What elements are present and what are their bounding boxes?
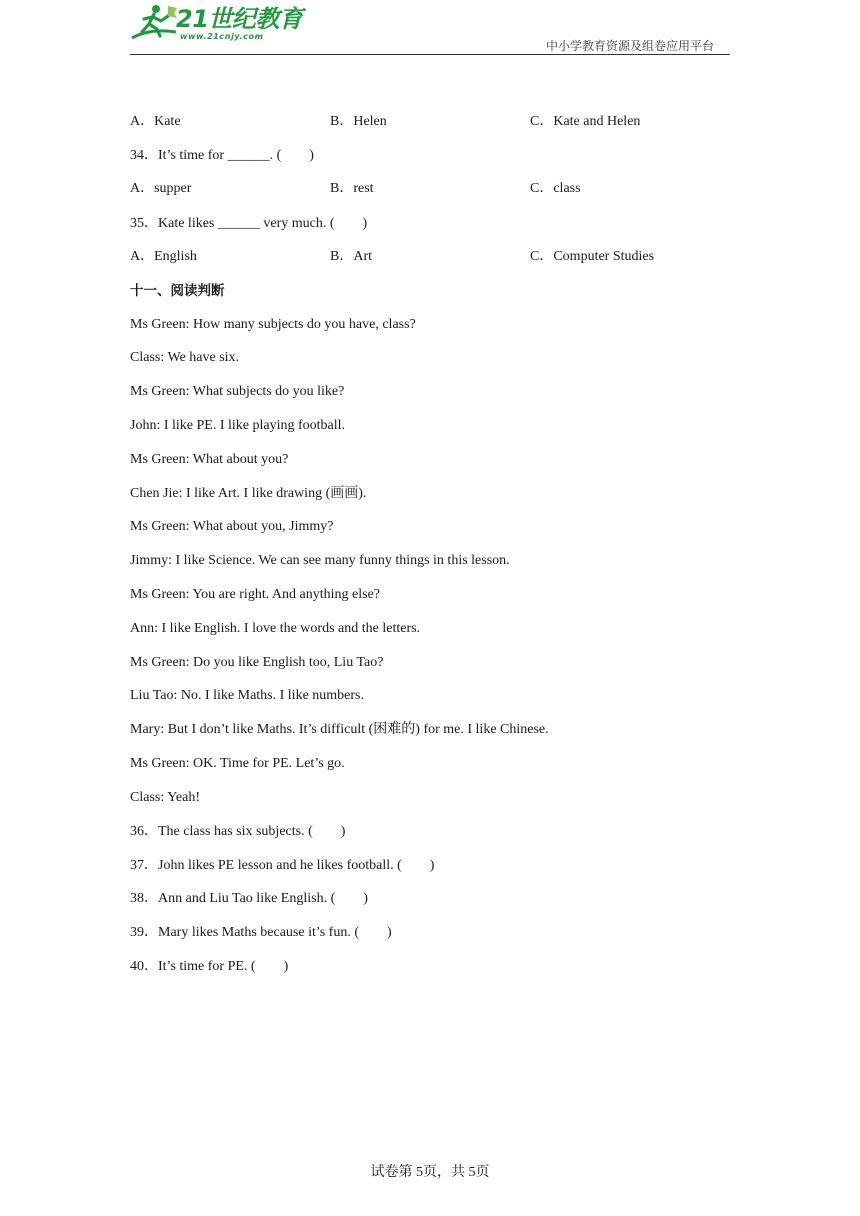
logo-url: www.21cnjy.com — [180, 32, 264, 41]
dialogue-line: Ms Green: OK. Time for PE. Let’s go. — [130, 756, 345, 771]
dialogue-line: Ann: I like English. I love the words and the letters. — [130, 621, 421, 636]
q33-option-c: C．Kate and Helen — [530, 114, 641, 129]
page-footer: 试卷第 5页，共 5页 — [370, 1165, 490, 1180]
logo — [130, 2, 303, 44]
q33-option-a: A．Kate — [130, 114, 181, 129]
dialogue-line: Ms Green: How many subjects do you have, class? — [130, 317, 416, 332]
dialogue-line: Ms Green: Do you like English too, Liu Tao? — [130, 655, 384, 670]
dialogue-line: Mary: But I don’t like Maths. It’s difficult (困难的) for me. I like Chinese. — [130, 722, 549, 737]
dialogue-line: John: I like PE. I like playing football. — [130, 418, 346, 433]
q34-option-a: A．supper — [130, 181, 192, 196]
dialogue-line: Class: Yeah! — [130, 790, 201, 805]
dialogue-line: Chen Jie: I like Art. I like drawing (画画). — [130, 486, 367, 501]
q34-stem: 34．It’s time for ______. ( ) — [130, 148, 314, 163]
dialogue-line: Liu Tao: No. I like Maths. I like numbers. — [130, 688, 365, 703]
platform-name: 中小学教育资源及组卷应用平台 — [545, 39, 714, 53]
dialogue-line: Ms Green: What about you? — [130, 452, 289, 467]
header-divider — [130, 54, 730, 55]
dialogue-line: Class: We have six. — [130, 350, 240, 365]
judgment-question: 36．The class has six subjects. ( ) — [130, 824, 346, 839]
logo-text: 21世纪教育 — [176, 5, 303, 33]
dialogue-line: Ms Green: You are right. And anything else? — [130, 587, 381, 602]
page-header — [130, 0, 730, 56]
judgment-question: 39．Mary likes Maths because it’s fun. ( ) — [130, 925, 392, 940]
q35-option-b: B．Art — [330, 249, 372, 264]
q34-option-b: B．rest — [330, 181, 374, 196]
runner-logo-icon — [130, 2, 178, 44]
q35-stem: 35．Kate likes ______ very much. ( ) — [130, 216, 368, 231]
q35-option-a: A．English — [130, 249, 197, 264]
dialogue-line: Ms Green: What subjects do you like? — [130, 384, 345, 399]
q34-option-c: C．class — [530, 181, 581, 196]
q35-option-c: C．Computer Studies — [530, 249, 655, 264]
dialogue-line: Ms Green: What about you, Jimmy? — [130, 519, 334, 534]
judgment-question: 37．John likes PE lesson and he likes football. ( ) — [130, 858, 435, 873]
dialogue-line: Jimmy: I like Science. We can see many funny things in this lesson. — [130, 553, 510, 568]
q33-option-b: B．Helen — [330, 114, 387, 129]
judgment-question: 40．It’s time for PE. ( ) — [130, 959, 289, 974]
section-title: 十一、阅读判断 — [130, 283, 225, 299]
judgment-question: 38．Ann and Liu Tao like English. ( ) — [130, 891, 368, 906]
